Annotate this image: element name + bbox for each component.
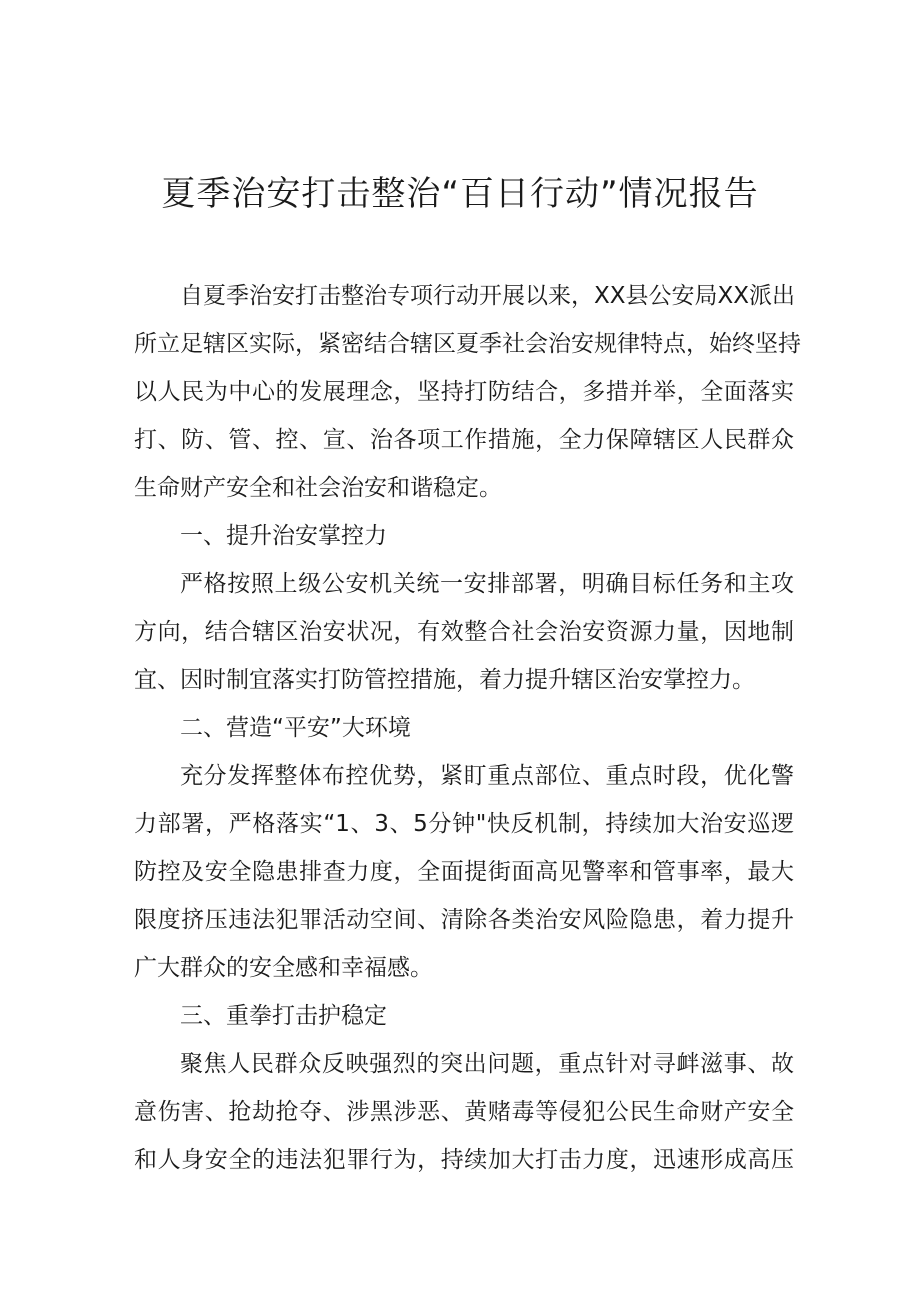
section-heading-1: 一、提升治安掌控力 bbox=[180, 523, 387, 549]
section-1-line-1: 严格按照上级公安机关统一安排部署，明确目标任务和主攻 bbox=[180, 571, 794, 597]
section-3-line-1: 聚焦人民群众反映强烈的突出问题，重点针对寻衅滋事、故 bbox=[180, 1051, 794, 1077]
section-3-line-2: 意伤害、抢劫抢夺、涉黑涉恶、黄赌毒等侵犯公民生命财产安全 bbox=[134, 1099, 794, 1125]
section-2-line-4: 限度挤压违法犯罪活动空间、清除各类治安风险隐患，着力提升 bbox=[134, 907, 794, 933]
section-3-line-3: 和人身安全的违法犯罪行为，持续加大打击力度，迅速形成高压 bbox=[134, 1147, 794, 1173]
section-2-line-1: 充分发挥整体布控优势，紧盯重点部位、重点时段，优化警 bbox=[180, 763, 794, 789]
section-2-line-2: 力部署，严格落实“1、3、5分钟"快反机制，持续加大治安巡逻 bbox=[134, 811, 794, 837]
document-title: 夏季治安打击整治“百日行动”情况报告 bbox=[161, 174, 759, 214]
section-heading-2: 二、营造“平安”大环境 bbox=[180, 715, 411, 741]
section-2-line-5: 广大群众的安全感和幸福感。 bbox=[134, 955, 433, 981]
section-1-line-3: 宜、因时制宜落实打防管控措施，着力提升辖区治安掌控力。 bbox=[134, 667, 755, 693]
section-1-line-2: 方向，结合辖区治安状况，有效整合社会治安资源力量，因地制 bbox=[134, 619, 794, 645]
intro-line-4: 打、防、管、控、宣、治各项工作措施，全力保障辖区人民群众 bbox=[134, 427, 794, 453]
section-heading-3: 三、重拳打击护稳定 bbox=[180, 1003, 387, 1029]
section-2-line-3: 防控及安全隐患排查力度，全面提街面高见警率和管事率，最大 bbox=[134, 859, 794, 885]
intro-line-3: 以人民为中心的发展理念，坚持打防结合，多措并举，全面落实 bbox=[134, 379, 794, 405]
intro-line-5: 生命财产安全和社会治安和谐稳定。 bbox=[134, 475, 502, 501]
intro-line-2: 所立足辖区实际，紧密结合辖区夏季社会治安规律特点，始终坚持 bbox=[134, 331, 801, 357]
intro-line-1: 自夏季治安打击整治专项行动开展以来，XX县公安局XX派出 bbox=[180, 283, 796, 309]
